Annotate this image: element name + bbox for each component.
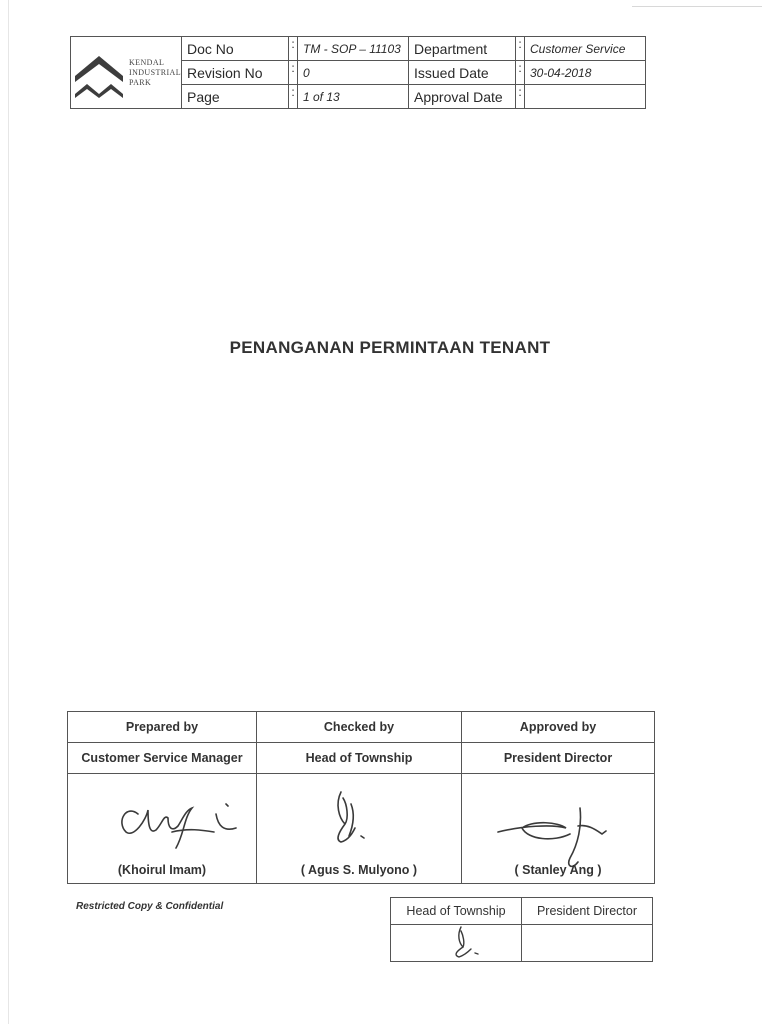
issued-date-value: 30-04-2018	[525, 61, 646, 85]
doc-no-label: Doc No	[182, 37, 289, 61]
page-value: 1 of 13	[298, 85, 409, 109]
prepared-by-signature-cell	[68, 774, 257, 884]
approved-by-position: President Director	[462, 743, 655, 774]
approved-by-header: Approved by	[462, 712, 655, 743]
logo-text	[129, 58, 181, 88]
logo-line-1: KENDAL	[129, 57, 165, 67]
logo-cell	[71, 37, 182, 109]
approved-by-name: ( Stanley Ang )	[514, 863, 602, 877]
checked-by-signature-cell	[257, 774, 462, 884]
colon: :	[516, 37, 525, 61]
doc-no-value: TM - SOP – 11103	[298, 37, 409, 61]
logo-line-2: INDUSTRIAL	[129, 67, 181, 77]
page-label: Page	[182, 85, 289, 109]
revision-no-label: Revision No	[182, 61, 289, 85]
department-value: Customer Service	[525, 37, 646, 61]
colon: :	[289, 37, 298, 61]
approved-by-signature-cell	[462, 774, 655, 884]
restricted-notice: Restricted Copy & Confidential	[76, 901, 224, 912]
initials-head-of-township-header: Head of Township	[391, 898, 522, 925]
prepared-by-position: Customer Service Manager	[68, 743, 257, 774]
logo-line-3: PARK	[129, 77, 152, 87]
signature-table	[67, 711, 655, 884]
document-title: PENANGANAN PERMINTAAN TENANT	[229, 338, 551, 357]
colon: :	[516, 61, 525, 85]
colon: :	[289, 61, 298, 85]
checked-by-position: Head of Township	[257, 743, 462, 774]
colon: :	[516, 85, 525, 109]
prepared-by-header: Prepared by	[68, 712, 257, 743]
checked-by-name: ( Agus S. Mulyono )	[300, 863, 418, 877]
prepared-by-name: (Khoirul Imam)	[117, 863, 207, 877]
signature-agus	[257, 774, 459, 874]
checked-by-header: Checked by	[257, 712, 462, 743]
revision-no-value: 0	[298, 61, 409, 85]
initials-table	[390, 897, 653, 962]
scan-edge	[8, 0, 9, 1024]
colon: :	[289, 85, 298, 109]
signature-stanley	[462, 774, 652, 874]
initials-head-of-township-cell	[391, 925, 522, 962]
company-logo	[71, 48, 181, 98]
issued-date-label: Issued Date	[409, 61, 516, 85]
document-header-table	[70, 36, 646, 109]
approval-date-value	[525, 85, 646, 109]
signature-khoirul	[68, 774, 254, 874]
department-label: Department	[409, 37, 516, 61]
kendal-logo-icon	[73, 48, 125, 98]
initials-signature	[391, 925, 519, 959]
approval-date-label: Approval Date	[409, 85, 516, 109]
scan-top-line	[632, 6, 762, 7]
initials-president-director-cell	[522, 925, 653, 962]
initials-president-director-header: President Director	[522, 898, 653, 925]
